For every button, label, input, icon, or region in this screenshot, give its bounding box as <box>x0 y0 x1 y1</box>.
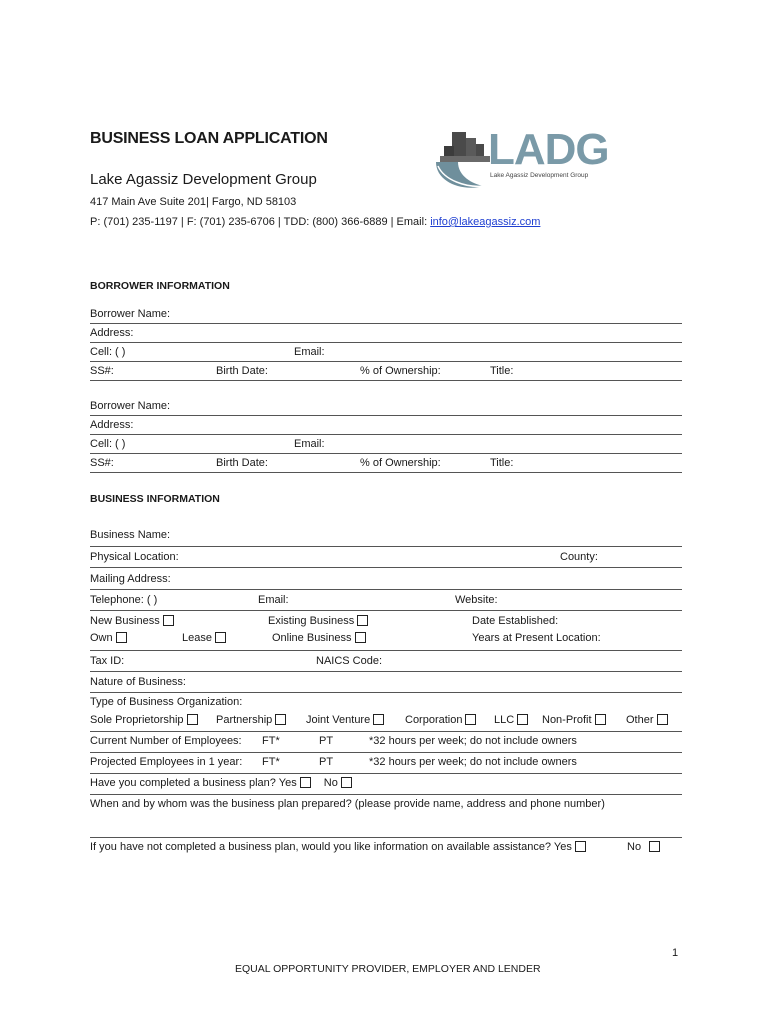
existing-business-label: Existing Business <box>268 615 355 627</box>
borrower2-title-label: Title: <box>490 457 514 469</box>
other-option[interactable] <box>626 714 668 727</box>
divider <box>90 589 682 590</box>
county-label: County: <box>560 551 598 563</box>
borrower2-name-label: Borrower Name: <box>90 400 171 412</box>
borrower-name-label: Borrower Name: <box>90 308 171 320</box>
new-business-label: New Business <box>90 615 160 627</box>
ladg-logo <box>432 126 612 196</box>
borrower-cell-label: Cell: ( ) <box>90 346 126 358</box>
borrower2-cell-label: Cell: ( ) <box>90 438 126 450</box>
projected-hours-note: *32 hours per week; do not include owners <box>369 756 577 768</box>
llc-label: LLC <box>494 714 515 726</box>
nonprofit-option[interactable] <box>542 714 606 727</box>
physical-location-label: Physical Location: <box>90 551 179 563</box>
joint-label: Joint Venture <box>306 714 371 726</box>
borrower-section-title: BORROWER INFORMATION <box>90 280 230 292</box>
years-present-label: Years at Present Location: <box>472 632 601 644</box>
org-name: Lake Agassiz Development Group <box>90 171 317 188</box>
divider <box>90 752 682 753</box>
new-business-checkbox[interactable] <box>163 615 174 626</box>
borrower-address-label: Address: <box>90 327 134 339</box>
projected-employees-label: Projected Employees in 1 year: <box>90 756 243 768</box>
lease-checkbox[interactable] <box>215 632 226 643</box>
online-business-checkbox[interactable] <box>355 632 366 643</box>
plan-question-text: Have you completed a business plan? Yes <box>90 777 297 789</box>
partnership-checkbox[interactable] <box>275 714 286 725</box>
divider <box>90 794 682 795</box>
divider <box>90 323 682 324</box>
page-title: BUSINESS LOAN APPLICATION <box>90 130 328 147</box>
existing-business-option[interactable] <box>268 615 368 628</box>
divider <box>90 415 682 416</box>
nonprofit-checkbox[interactable] <box>595 714 606 725</box>
org-contact <box>90 216 540 229</box>
date-established-label: Date Established: <box>472 615 559 627</box>
borrower2-email-label: Email: <box>294 438 325 450</box>
plan-no-label: No <box>323 777 338 789</box>
projected-pt-label: PT <box>319 756 334 768</box>
divider <box>90 567 682 568</box>
borrower-ownership-label: % of Ownership: <box>360 365 441 377</box>
existing-business-checkbox[interactable] <box>357 615 368 626</box>
corporation-option[interactable] <box>405 714 476 727</box>
sole-option[interactable] <box>90 714 198 727</box>
email-link[interactable]: info@lakeagassiz.com <box>430 216 541 228</box>
lease-option[interactable] <box>182 632 226 645</box>
business-name-label: Business Name: <box>90 529 171 541</box>
joint-option[interactable] <box>306 714 384 727</box>
llc-checkbox[interactable] <box>517 714 528 725</box>
divider <box>90 837 682 838</box>
partnership-label: Partnership <box>216 714 273 726</box>
borrower2-birth-label: Birth Date: <box>216 457 268 469</box>
divider <box>90 453 682 454</box>
borrower2-ownership-label: % of Ownership: <box>360 457 441 469</box>
telephone-label: Telephone: ( ) <box>90 594 158 606</box>
org-address: 417 Main Ave Suite 201| Fargo, ND 58103 <box>90 196 297 208</box>
other-checkbox[interactable] <box>657 714 668 725</box>
new-business-option[interactable] <box>90 615 174 628</box>
divider <box>90 773 682 774</box>
assist-question <box>90 841 586 854</box>
divider <box>90 650 682 651</box>
business-section-title: BUSINESS INFORMATION <box>90 493 220 505</box>
own-checkbox[interactable] <box>116 632 127 643</box>
divider <box>90 692 682 693</box>
lease-label: Lease <box>182 632 212 644</box>
online-business-label: Online Business <box>272 632 352 644</box>
borrower2-ss-label: SS#: <box>90 457 114 469</box>
divider <box>90 731 682 732</box>
borrower-ss-label: SS#: <box>90 365 114 377</box>
joint-checkbox[interactable] <box>373 714 384 725</box>
plan-who-label: When and by whom was the business plan prepared? (please provide name, address and phone number) <box>90 798 605 810</box>
borrower-title-label: Title: <box>490 365 514 377</box>
own-option[interactable] <box>90 632 127 645</box>
current-pt-label: PT <box>319 735 334 747</box>
divider <box>90 610 682 611</box>
page-number: 1 <box>672 947 679 959</box>
logo-text: LADG <box>488 125 609 174</box>
borrower-email-label: Email: <box>294 346 325 358</box>
other-label: Other <box>626 714 654 726</box>
corporation-label: Corporation <box>405 714 463 726</box>
divider <box>90 546 682 547</box>
logo-subtext: Lake Agassiz Development Group <box>490 172 589 179</box>
plan-yes-checkbox[interactable] <box>300 777 311 788</box>
assist-yes-checkbox[interactable] <box>575 841 586 852</box>
plan-question <box>90 777 352 790</box>
current-employees-label: Current Number of Employees: <box>90 735 242 747</box>
projected-ft-label: FT* <box>262 756 280 768</box>
current-ft-label: FT* <box>262 735 280 747</box>
nonprofit-label: Non-Profit <box>542 714 592 726</box>
assist-no-option[interactable] <box>627 841 660 854</box>
naics-label: NAICS Code: <box>316 655 383 667</box>
footer-text: EQUAL OPPORTUNITY PROVIDER, EMPLOYER AND LENDER <box>235 963 541 975</box>
own-label: Own <box>90 632 113 644</box>
divider <box>90 671 682 672</box>
business-email-label: Email: <box>258 594 289 606</box>
sole-label: Sole Proprietorship <box>90 714 184 726</box>
corporation-checkbox[interactable] <box>465 714 476 725</box>
assist-no-checkbox[interactable] <box>649 841 660 852</box>
divider <box>90 380 682 381</box>
divider <box>90 434 682 435</box>
partnership-option[interactable] <box>216 714 286 727</box>
divider <box>90 342 682 343</box>
borrower2-address-label: Address: <box>90 419 134 431</box>
org-type-label: Type of Business Organization: <box>90 696 243 708</box>
borrower-birth-label: Birth Date: <box>216 365 268 377</box>
plan-no-checkbox[interactable] <box>341 777 352 788</box>
sole-checkbox[interactable] <box>187 714 198 725</box>
mailing-address-label: Mailing Address: <box>90 573 171 585</box>
assist-no-label: No <box>627 841 642 853</box>
online-business-option[interactable] <box>272 632 366 645</box>
assist-question-text: If you have not completed a business plan, would you like information on available assistance? Yes <box>90 841 572 853</box>
current-hours-note: *32 hours per week; do not include owners <box>369 735 577 747</box>
divider <box>90 472 682 473</box>
contact-line: P: (701) 235-1197 | F: (701) 235-6706 | TDD: (800) 366-6889 | Email: <box>90 216 431 228</box>
llc-option[interactable] <box>494 714 528 727</box>
website-label: Website: <box>455 594 498 606</box>
divider <box>90 361 682 362</box>
nature-label: Nature of Business: <box>90 676 186 688</box>
tax-id-label: Tax ID: <box>90 655 125 667</box>
